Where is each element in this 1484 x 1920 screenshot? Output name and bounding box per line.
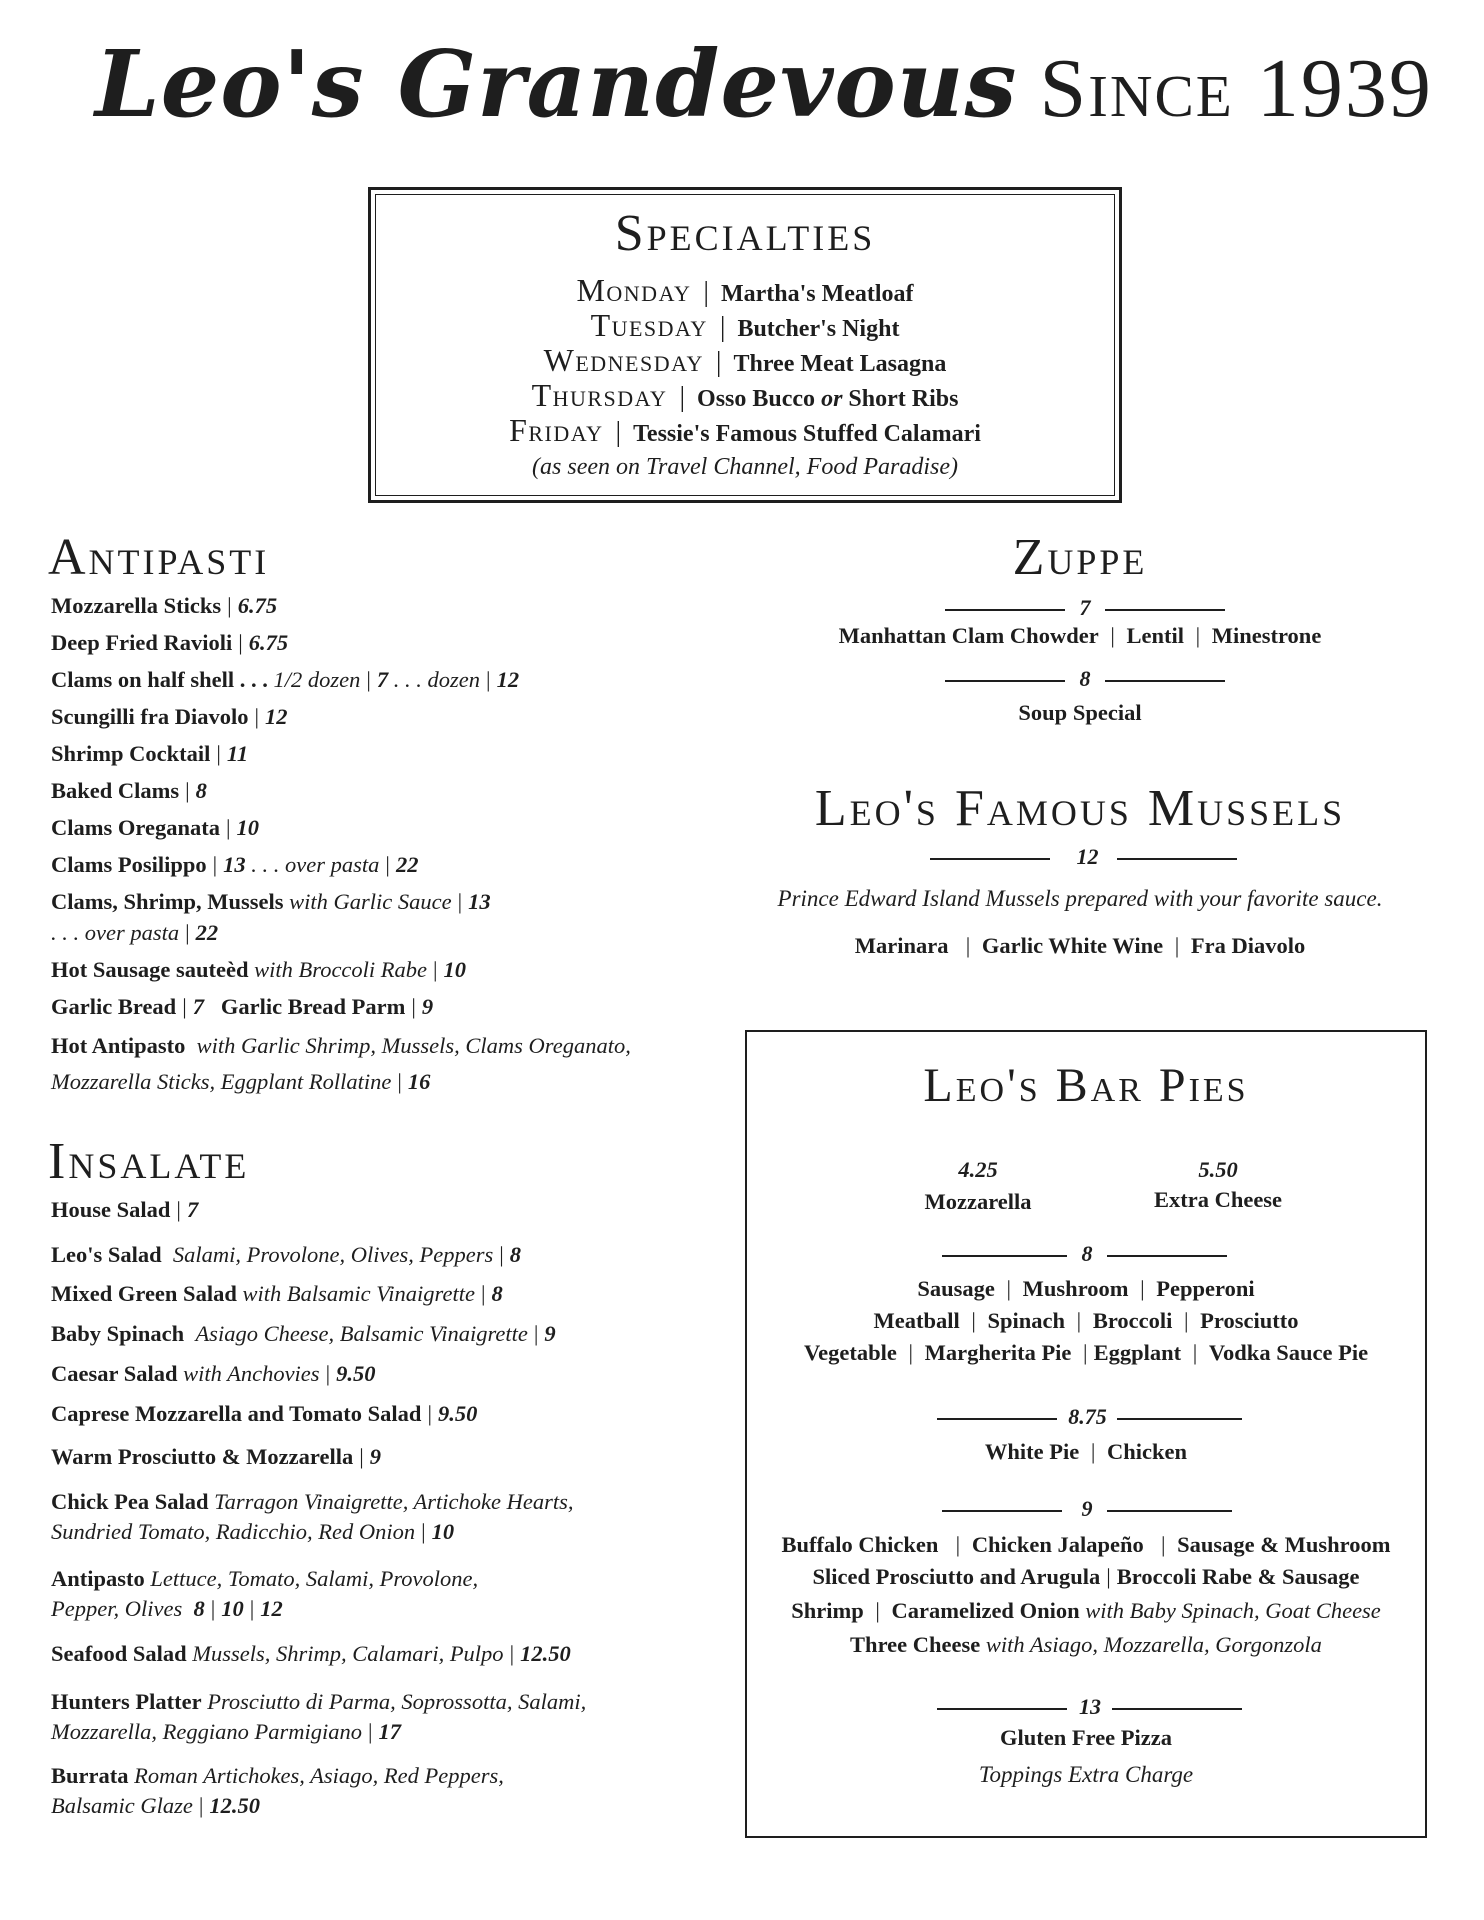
menu-item: Caprese Mozzarella and Tomato Salad | 9.50 [51,1401,478,1426]
special-friday: Friday | Tessie's Famous Stuffed Calamari [509,412,981,448]
pie-tier-price: 13 [1079,1694,1101,1719]
divider-rule [1107,1510,1232,1512]
menu-item: Leo's Salad Salami, Provolone, Olives, Peppers | 8 [51,1242,522,1267]
specialties-box [368,187,1122,503]
restaurant-header [95,30,1433,160]
menu-item: Scungilli fra Diavolo | 12 [51,704,288,729]
menu-item-continued: . . . over pasta | 22 [51,920,219,945]
menu-item: Hot Antipasto with Garlic Shrimp, Mussels, Clams Oreganato, [51,1033,631,1058]
special-wednesday: Wednesday | Three Meat Lasagna [543,342,947,378]
divider-rule [930,858,1050,860]
menu-item: Baby Spinach Asiago Cheese, Balsamic Vinaigrette | 9 [51,1321,556,1346]
menu-item-continued: Pepper, Olives 8 | 10 | 12 [51,1596,283,1621]
soup-special: Soup Special [1018,700,1142,725]
menu-item: Warm Prosciutto & Mozzarella | 9 [51,1444,381,1469]
menu-item: Caesar Salad with Anchovies | 9.50 [51,1361,376,1386]
pie-row: Three Cheese with Asiago, Mozzarella, Gorgonzola [850,1632,1322,1657]
menu-item: Mixed Green Salad with Balsamic Vinaigrette | 8 [51,1281,503,1306]
menu-item: Deep Fried Ravioli | 6.75 [51,630,289,655]
menu-item: Antipasto Lettuce, Tomato, Salami, Provolone, [51,1566,479,1591]
pie-row: Sausage | Mushroom | Pepperoni [917,1276,1255,1301]
mussels-sauces: Marinara | Garlic White Wine | Fra Diavolo [854,933,1306,958]
divider-rule [1117,858,1237,860]
divider-rule [1107,1255,1227,1257]
menu-item: Shrimp Cocktail | 11 [51,741,249,766]
menu-item: Mozzarella Sticks | 6.75 [51,593,278,618]
menu-item: Hunters Platter Prosciutto di Parma, Soprossotta, Salami, [51,1689,587,1714]
divider-rule [942,1510,1062,1512]
divider-rule [942,1255,1067,1257]
menu-item: Baked Clams | 8 [51,778,207,803]
menu-item: Clams on half shell . . . 1/2 dozen | 7 . . . dozen | 12 [51,667,520,692]
specialties-title: Specialties [614,205,876,262]
menu-item: Clams Oreganata | 10 [51,815,259,840]
divider-rule [1112,1708,1242,1710]
zuppe-title: Zuppe [1012,529,1148,586]
special-thursday: Thursday | Osso Bucco or Short Ribs [531,377,959,413]
divider-rule [945,609,1065,611]
pie-row: Meatball | Spinach | Broccoli | Prosciutto [873,1308,1299,1333]
mussels-price: 12 [1076,844,1099,869]
menu-item-continued: Balsamic Glaze | 12.50 [51,1793,260,1818]
specialties-note: (as seen on Travel Channel, Food Paradise) [532,454,958,480]
pie-name: Mozzarella [924,1189,1032,1214]
special-tuesday: Tuesday | Butcher's Night [590,307,900,343]
divider-rule [937,1418,1057,1420]
pie-row: Shrimp | Caramelized Onion with Baby Spinach, Goat Cheese [791,1598,1381,1623]
gluten-free-pizza: Gluten Free Pizza [999,1725,1173,1750]
pie-tier-price: 9 [1081,1496,1093,1521]
pie-tier-price: 8 [1081,1241,1093,1266]
zuppe-price-8: 8 [1079,666,1091,691]
since-label: Since 1939 [1039,42,1433,135]
toppings-note: Toppings Extra Charge [978,1762,1194,1787]
zuppe-price-7: 7 [1079,595,1091,620]
pie-tier-price: 8.75 [1068,1404,1107,1429]
divider-rule [1105,680,1225,682]
pie-name: Extra Cheese [1153,1187,1283,1212]
divider-rule [1117,1418,1242,1420]
mussels-title: Leo's Famous Mussels [814,780,1346,837]
menu-item: Clams Posilippo | 13 . . . over pasta | 22 [51,852,419,877]
menu-item: Hot Sausage sauteèd with Broccoli Rabe | 10 [51,957,467,982]
pie-price: 5.50 [1198,1157,1238,1182]
insalate-title: Insalate [48,1133,250,1190]
menu-item: Garlic Bread | 7 Garlic Bread Parm | 9 [51,994,434,1019]
menu-item-continued: Sundried Tomato, Radicchio, Red Onion | 10 [51,1519,455,1544]
pie-price: 4.25 [958,1157,998,1182]
menu-item-continued: Mozzarella Sticks, Eggplant Rollatine | 16 [51,1069,431,1094]
pie-row: Sliced Prosciutto and Arugula | Broccoli Rabe & Sausage [812,1564,1360,1589]
restaurant-name: Leo's Grandevous [95,30,1018,138]
mussels-description: Prince Edward Island Mussels prepared with your favorite sauce. [777,886,1383,911]
menu-item: Burrata Roman Artichokes, Asiago, Red Peppers, [51,1763,504,1788]
pie-row: Buffalo Chicken | Chicken Jalapeño | Sausage & Mushroom [781,1532,1391,1557]
menu-item: Clams, Shrimp, Mussels with Garlic Sauce | 13 [51,889,491,914]
menu-item: House Salad | 7 [51,1197,199,1222]
divider-rule [937,1708,1067,1710]
pie-row: Vegetable | Margherita Pie | Eggplant | Vodka Sauce Pie [803,1340,1369,1365]
menu-item: Seafood Salad Mussels, Shrimp, Calamari, Pulpo | 12.50 [51,1641,571,1666]
bar-pies-title: Leo's Bar Pies [923,1059,1249,1112]
divider-rule [945,680,1065,682]
zuppe-soups: Manhattan Clam Chowder | Lentil | Minestrone [838,623,1322,648]
divider-rule [1105,609,1225,611]
menu-item: Chick Pea Salad Tarragon Vinaigrette, Artichoke Hearts, [51,1489,574,1514]
antipasti-title: Antipasti [48,529,270,586]
menu-item-continued: Mozzarella, Reggiano Parmigiano | 17 [51,1719,402,1744]
special-monday: Monday | Martha's Meatloaf [576,272,914,308]
pie-row: White Pie | Chicken [984,1439,1188,1464]
